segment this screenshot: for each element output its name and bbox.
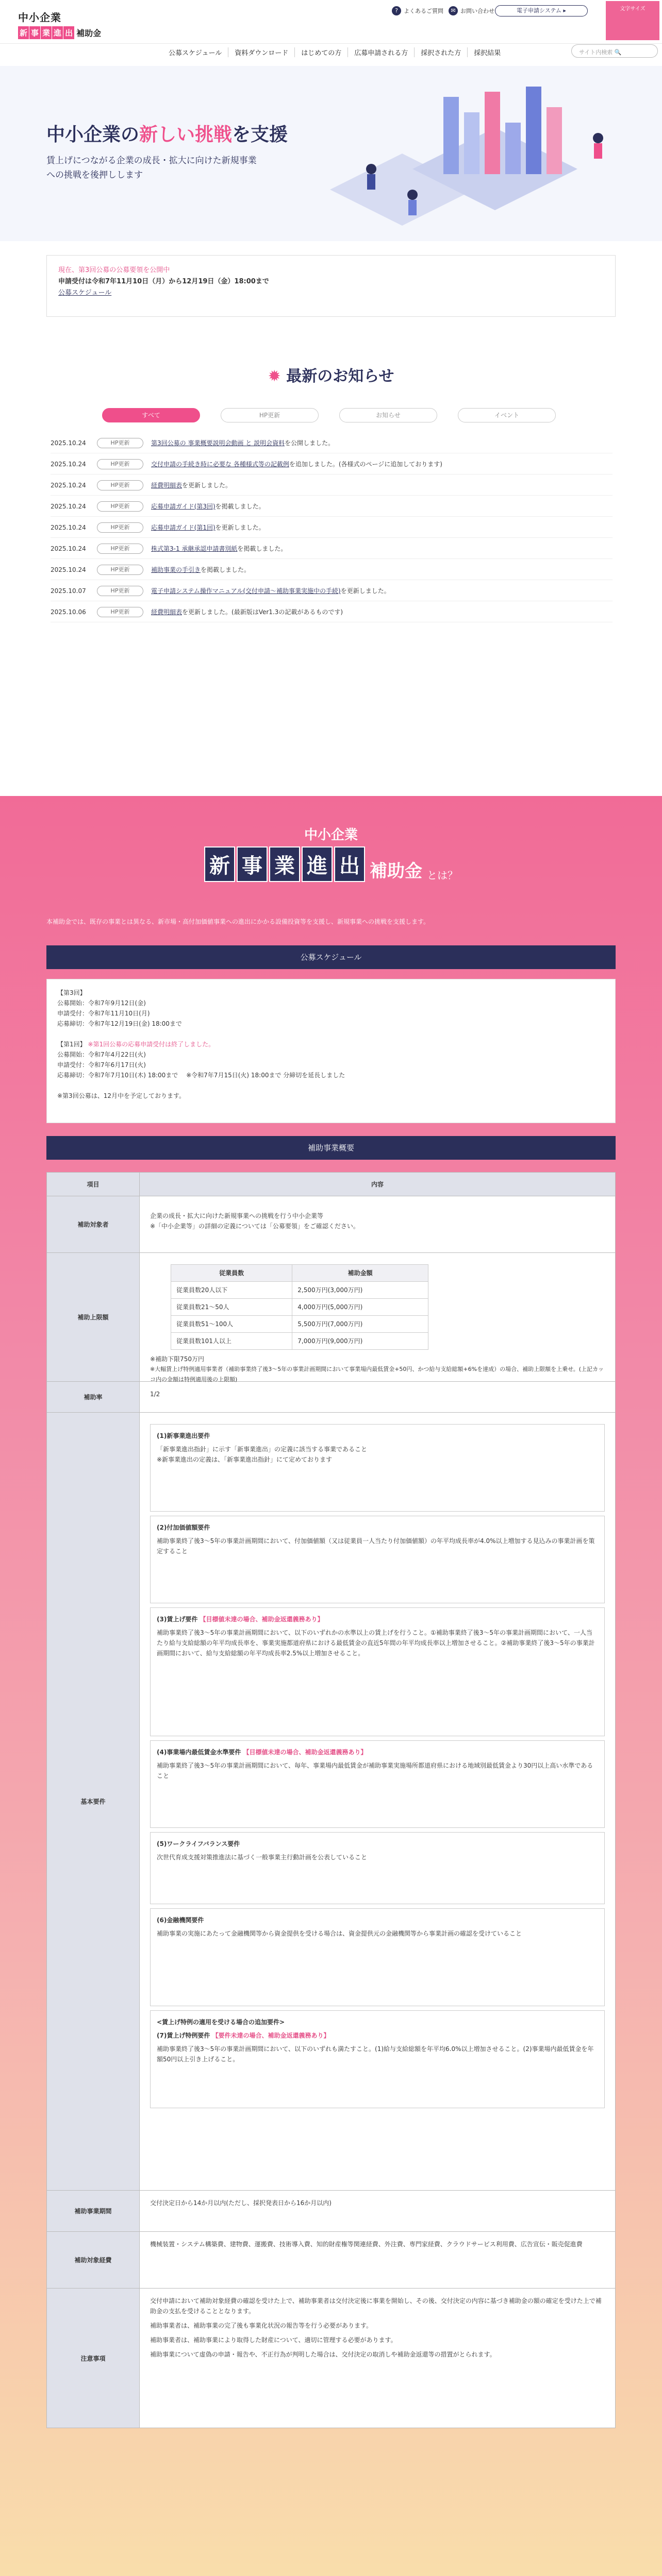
news-category: HP更新: [97, 480, 143, 490]
news-category: HP更新: [97, 438, 143, 448]
news-date: 2025.10.07: [51, 587, 86, 595]
limit-row: 従業員数51〜100人: [171, 1316, 292, 1333]
notice-line2: 申請受付は令和7年11月10日（月）から12月19日（金）18:00まで: [58, 278, 269, 285]
round3-line1: 公募開始：令和7年9月12日(金): [57, 999, 146, 1007]
news-date: 2025.10.06: [51, 608, 86, 616]
notice-line1: 現在、第3回公募の公募要領を公開中: [58, 266, 170, 274]
logo-box-2: 事: [29, 26, 40, 39]
site-header: [0, 0, 662, 44]
news-row: [51, 581, 613, 601]
logo-box-1: 新: [18, 26, 29, 39]
notes-label: 注意事項: [47, 2289, 140, 2428]
news-link[interactable]: 応募申請ガイド(第3回): [151, 503, 216, 510]
global-nav: [162, 47, 507, 57]
tab-all[interactable]: すべて: [102, 408, 200, 422]
font-size-panel[interactable]: [606, 1, 659, 40]
req-3: (3)賃上げ要件 【目標値未達の場合、補助金返還義務あり】 補助事業終了後3〜5年の事業計画期間において、以下のいずれかの水準以上の賃上げを行うこと。①補助事業終了後3〜5年の事業計画期間において、一人当たり給与支給総額の年平均成長率を、事業実施都道府県における最低賃金の直近5年間の年平均成長率以上増加させること。②補助事業終了後3〜5年の事業計画期間において、給与支給総額の年平均成長率2.5%以上増加させること。: [150, 1607, 605, 1736]
logo-box-4: 進: [52, 26, 63, 39]
news-suffix: を掲載しました。: [237, 545, 287, 552]
font-size-label: 文字サイズ: [620, 6, 646, 12]
limit-label: 補助上限額: [47, 1253, 140, 1381]
req-4: (4)事業場内最低賃金水準要件 【目標値未達の場合、補助金返還義務あり】 補助事業終了後3〜5年の事業計画期間において、毎年、事業場内最低賃金が補助事業実施場所都道府県における地域別最低賃金より30円以上高い水準であること: [150, 1740, 605, 1828]
contact-link[interactable]: [449, 6, 494, 15]
rate-label: 補助率: [47, 1382, 140, 1412]
req-label: 基本要件: [47, 1413, 140, 2190]
news-link[interactable]: 交付申請の手続き時に必要な 各種様式等の記載例: [151, 461, 289, 468]
news-category: HP更新: [97, 501, 143, 512]
hero-title: 中小企業の新しい挑戦を支援: [46, 124, 288, 145]
news-icon: ✹: [268, 367, 281, 385]
req-1: (1)新事業進出要件 「新事業進出指針」に示す「新事業進出」の定義に該当する事業であること ※新事業進出の定義は、「新事業進出指針」にて定めております: [150, 1424, 605, 1512]
overview-table: [46, 1172, 616, 2428]
news-row: [51, 538, 613, 559]
note-item: 補助事業者は、補助事業により取得した財産について、適切に管理する必要があります。: [150, 2336, 397, 2344]
news-suffix: を掲載しました。: [201, 566, 251, 573]
note-item: 交付申請において補助対象経費の確認を受けた上で、補助事業者は交付決定後に事業を開始し、その後、交付決定の内容に基づき補助金の額の確定を受けた上で補助金の支払を受けることとなります。: [150, 2297, 602, 2315]
nav-results[interactable]: 採択結果: [474, 49, 501, 57]
news-date: 2025.10.24: [51, 460, 86, 468]
news-suffix: を公開しました。: [285, 439, 335, 447]
mail-icon: ✉: [449, 6, 458, 15]
target-text2: ※「中小企業等」の詳細の定義については「公募要領」をご確認ください。: [150, 1223, 359, 1230]
cost-text: 機械装置・システム構築費、建物費、運搬費、技術導入費、知的財産権等関連経費、外注費、専門家経費、クラウドサービス利用費、広告宣伝・販売促進費: [150, 2241, 583, 2248]
search-input[interactable]: サイト内検索 🔍: [571, 44, 658, 58]
nav-download[interactable]: 資料ダウンロード: [228, 47, 295, 57]
news-row: [51, 560, 613, 580]
news-link[interactable]: 電子申請システム操作マニュアル(交付申請〜補助事業実施中の手続): [151, 587, 341, 595]
round3-line3: 応募締切：令和7年12月19日(金) 18:00まで: [57, 1020, 182, 1027]
overview-band: 補助事業概要: [46, 1136, 616, 1160]
logo-tail: 補助金: [76, 28, 102, 38]
schedule-card: [46, 979, 616, 1123]
limit-col-2: 補助金額: [292, 1265, 428, 1282]
schedule-note: ※第3回公募は、12月中を予定しております。: [57, 1092, 186, 1099]
news-row: [51, 602, 613, 622]
col-content: 内容: [371, 1181, 384, 1188]
news-link[interactable]: 応募申請ガイド(第1回): [151, 524, 216, 531]
news-tabs: [102, 408, 556, 422]
news-date: 2025.10.24: [51, 481, 86, 489]
limit-amount: 5,500万円(7,000万円): [292, 1316, 428, 1333]
contact-label: お問い合わせ: [460, 8, 494, 14]
req-2: (2)付加価値額要件 補助事業終了後3〜5年の事業計画期間において、付加価値額（又は従業員一人当たり付加価値額）の年平均成長率が4.0%以上増加する見込みの事業計画を策定すること: [150, 1516, 605, 1603]
limit-table: [171, 1264, 428, 1350]
news-date: 2025.10.24: [51, 502, 86, 510]
news-title: ✹ 最新のお知らせ: [268, 367, 394, 385]
notice-box: [46, 255, 616, 317]
limit-note2: ※大幅賃上げ特例適用事業者（補助事業終了後3〜5年の事業計画期間において事業場内最低賃金+50円、かつ給与支給総額+6%を達成）の場合、補助上限額を上乗せ。(上記カッコ内の金額は特例適用後の上限額): [150, 1366, 604, 1383]
faq-label: よくあるご質問: [404, 8, 443, 14]
period-text: 交付決定日から14か月以内(ただし、採択発表日から16か月以内): [150, 2199, 332, 2207]
rate-text: 1/2: [150, 1391, 160, 1398]
news-row: [51, 454, 613, 474]
news-link[interactable]: 株式第3-1 承継承認申請書別紙: [151, 545, 238, 552]
round3-head: 【第3回】: [57, 989, 86, 996]
limit-amount: 2,500万円(3,000万円): [292, 1282, 428, 1299]
tab-event[interactable]: イベント: [458, 408, 556, 422]
col-item: 項目: [47, 1173, 140, 1196]
cost-label: 補助対象経費: [47, 2232, 140, 2288]
limit-amount: 4,000万円(5,000万円): [292, 1299, 428, 1316]
limit-row: 従業員数20人以下: [171, 1282, 292, 1299]
req-6: (6)金融機関要件 補助事業の実施にあたって金融機関等から資金提供を受ける場合は、資金提供元の金融機関等から事業計画の確認を受けていること: [150, 1908, 605, 2006]
round1-head: 【第1回】: [57, 1041, 86, 1048]
period-label: 補助事業期間: [47, 2191, 140, 2231]
question-icon: ?: [392, 6, 401, 15]
schedule-band: 公募スケジュール: [46, 945, 616, 969]
about-desc: 本補助金では、既存の事業とは異なる、新市場・高付加価値事業への進出にかかる設備投資等を支援し、新規事業への挑戦を支援します。: [46, 918, 430, 925]
note-item: 補助事業について虚偽の申請・報告や、不正行為が判明した場合は、交付決定の取消しや補助金返還等の措置がとられます。: [150, 2351, 496, 2358]
target-text: 企業の成長・拡大に向けた新規事業への挑戦を行う中小企業等: [150, 1212, 324, 1219]
news-category: HP更新: [97, 459, 143, 469]
news-link[interactable]: 第3回公募の 事業概要説明会動画 と 説明会資料: [151, 439, 285, 447]
tab-hp[interactable]: HP更新: [221, 408, 319, 422]
req-7: <賃上げ特例の適用を受ける場合の追加要件> (7)賃上げ特例要件 【要件未達の場合、補助金返還義務あり】 補助事業終了後3〜5年の事業計画期間において、以下のいずれも満たすこと。(1)給与支給総額を年平均6.0%以上増加させること。(2)事業場内最低賃金を年額50円以上引き上げること。: [150, 2010, 605, 2108]
news-category: HP更新: [97, 607, 143, 617]
round1-line3: 応募締切：令和7年7月10日(木) 18:00まで ※令和7年7月15日(火) 18:00まで 分締切を延長しました: [57, 1072, 345, 1079]
news-date: 2025.10.24: [51, 566, 86, 573]
faq-link[interactable]: [392, 6, 443, 15]
logo-box-5: 出: [63, 26, 74, 39]
about-title: 中小企業 新 事 業 進 出 補助金 とは？: [0, 824, 662, 882]
news-category: HP更新: [97, 565, 143, 575]
news-category: HP更新: [97, 586, 143, 596]
round3-line2: 申請受付：令和7年11月10日(月): [57, 1010, 150, 1017]
note-item: 補助事業者は、補助事業の完了後も事業化状況の報告等を行う必要があります。: [150, 2322, 373, 2329]
limit-row: 従業員数21〜50人: [171, 1299, 292, 1316]
nav-schedule[interactable]: 公募スケジュール: [162, 47, 228, 57]
news-category: HP更新: [97, 522, 143, 533]
news-link[interactable]: 補助事業の手引き: [151, 566, 201, 573]
news-row: [51, 475, 613, 496]
logo-box-3: 業: [41, 26, 52, 39]
round1-line1: 公募開始：令和7年4月22日(火): [57, 1051, 146, 1058]
system-button[interactable]: 電子申請システム ▸: [495, 5, 588, 16]
news-date: 2025.10.24: [51, 439, 86, 447]
round1-line2: 申請受付：令和7年6月17日(火): [57, 1061, 146, 1069]
limit-col-1: 従業員数: [171, 1265, 292, 1282]
nav-adopted[interactable]: 採択された方: [415, 47, 468, 57]
hero-illustration: [309, 76, 639, 231]
news-row: [51, 433, 613, 453]
news-row: [51, 496, 613, 517]
news-link[interactable]: 経費明細表: [151, 482, 183, 489]
news-suffix: を更新しました。: [182, 482, 232, 489]
news-link[interactable]: 経費明細表: [151, 608, 183, 616]
logo-line1: 中小企業: [18, 11, 61, 24]
tab-notice[interactable]: お知らせ: [339, 408, 437, 422]
nav-apply[interactable]: 広募申請される方: [348, 47, 415, 57]
hero-section: [0, 66, 662, 241]
target-label: 補助対象者: [47, 1196, 140, 1252]
news-suffix: を追加しました。(各様式のページに追加しております): [289, 461, 442, 468]
news-suffix: を更新しました。: [215, 524, 265, 531]
news-suffix: を更新しました。: [340, 587, 390, 595]
news-date: 2025.10.24: [51, 545, 86, 552]
notice-link[interactable]: 公募スケジュール: [58, 289, 112, 297]
news-row: [51, 517, 613, 538]
limit-row: 従業員数101人以上: [171, 1333, 292, 1350]
nav-beginner[interactable]: はじめての方: [295, 47, 348, 57]
limit-amount: 7,000万円(9,000万円): [292, 1333, 428, 1350]
limit-note1: ※補助下限750万円: [150, 1355, 204, 1363]
req-5: (5)ワークライフバランス要件 次世代育成支援対策推進法に基づく一般事業主行動計画を公表していること: [150, 1832, 605, 1904]
news-suffix: を掲載しました。: [215, 503, 265, 510]
news-category: HP更新: [97, 544, 143, 554]
news-suffix: を更新しました。(最新版はVer1.3の記載があるものです): [182, 608, 343, 616]
site-logo[interactable]: [18, 9, 101, 39]
news-date: 2025.10.24: [51, 523, 86, 531]
hero-subtitle: 賃上げにつながる企業の成長・拡大に向けた新規事業への挑戦を後押しします: [46, 156, 257, 180]
round1-closed: ※第1回公募の応募申請受付は終了しました。: [88, 1041, 215, 1048]
